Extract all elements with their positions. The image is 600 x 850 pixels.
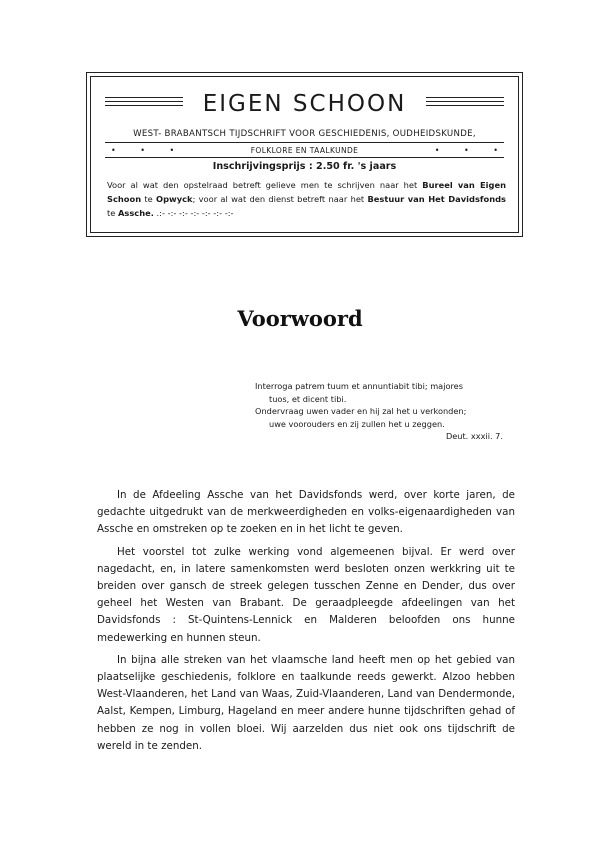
epigraph-source: Deut. xxxii. 7.: [445, 431, 503, 441]
body-text: [97, 487, 515, 760]
paragraph-2: Het voorstel tot zulke werking vond algemeenen bijval. Er werd over nagedacht, en, in latere samenkomsten werd besloten onzen werkkring uit te breiden over gansch de streek gelegen tusschen Zenne en Dender, dus over geheel het Westen van Brabant. De geraadpleegde afdeelingen van het Davidsfonds : St-Quintens-Lennick en Malderen beloofden ons hunne medewerking en hunnen steun.: [97, 545, 515, 644]
right-rule-lines: [426, 97, 504, 111]
journal-subtitle: WEST- BRABANTSCH TIJDSCHRIFT VOOR GESCHIEDENIS, OUDHEIDSKUNDE,: [105, 127, 504, 143]
masthead-title-row: [101, 87, 508, 121]
notice-assche: Assche.: [118, 208, 154, 218]
notice-bureau: Bureel van Eigen Schoon: [107, 180, 506, 204]
contact-notice: [107, 178, 506, 220]
epigraph-dutch-line-1: Ondervraag uwen vader en hij zal het u verkonden;: [255, 406, 467, 416]
notice-ornament: .:- -:- -:- -:- -:- -:- -:-: [156, 208, 234, 218]
journal-subject: FOLKLORE EN TAALKUNDE: [250, 146, 359, 155]
paragraph-3: In bijna alle streken van het vlaamsche land heeft men op het gebied van plaatselijke geschiedenis, folklore en taalkunde reeds gewerkt. Alzoo hebben West-Vlaanderen, het Land van Waas, Zuid-Vlaanderen, Land van Dendermonde, Aalst, Kempen, Limburg, Hageland en meer andere hunne tijdschriften gehad of hebben ze nog in vollen bloei. Wij aarzelden dus niet ook ons tijdschrift de wereld in te zenden.: [97, 653, 515, 752]
notice-davidsfonds: Bestuur van Het Davidsfonds: [367, 194, 506, 204]
paragraph-1: In de Afdeeling Assche van het Davidsfonds werd, over korte jaren, de gedachte uitgedrukt van de merkweerdigheden en volks-eigenaardigheden van Assche en omstreken op te zoeken en in het licht te geven.: [97, 489, 515, 536]
notice-text-4: te: [107, 208, 118, 218]
epigraph-dutch-line-2: uwe voorouders en zij zullen het u zeggen.: [269, 418, 445, 429]
masthead: [86, 72, 523, 237]
notice-opwyck: Opwyck: [156, 194, 193, 204]
bullet-ornament-left: • • •: [111, 146, 175, 155]
epigraph-latin-line-2: tuos, et dicent tibi.: [269, 393, 347, 404]
subscription-price: Inschrijvingsprijs : 2.50 fr. 's jaars: [212, 161, 397, 172]
journal-title: EIGEN SCHOON: [202, 91, 407, 117]
epigraph: [255, 380, 517, 443]
notice-text-2: te: [141, 194, 157, 204]
notice-text-3: ; voor al wat den dienst betreft naar het: [192, 194, 368, 204]
bullet-ornament-right: • • •: [434, 146, 498, 155]
epigraph-latin-line-1: Interroga patrem tuum et annuntiabit tibi; majores: [255, 381, 463, 391]
subject-row: [105, 144, 504, 158]
notice-text-1: Voor al wat den opstelraad betreft gelieve men te schrijven naar het: [107, 180, 423, 190]
page-heading: Voorwoord: [237, 306, 363, 331]
masthead-inner-frame: [90, 76, 519, 233]
